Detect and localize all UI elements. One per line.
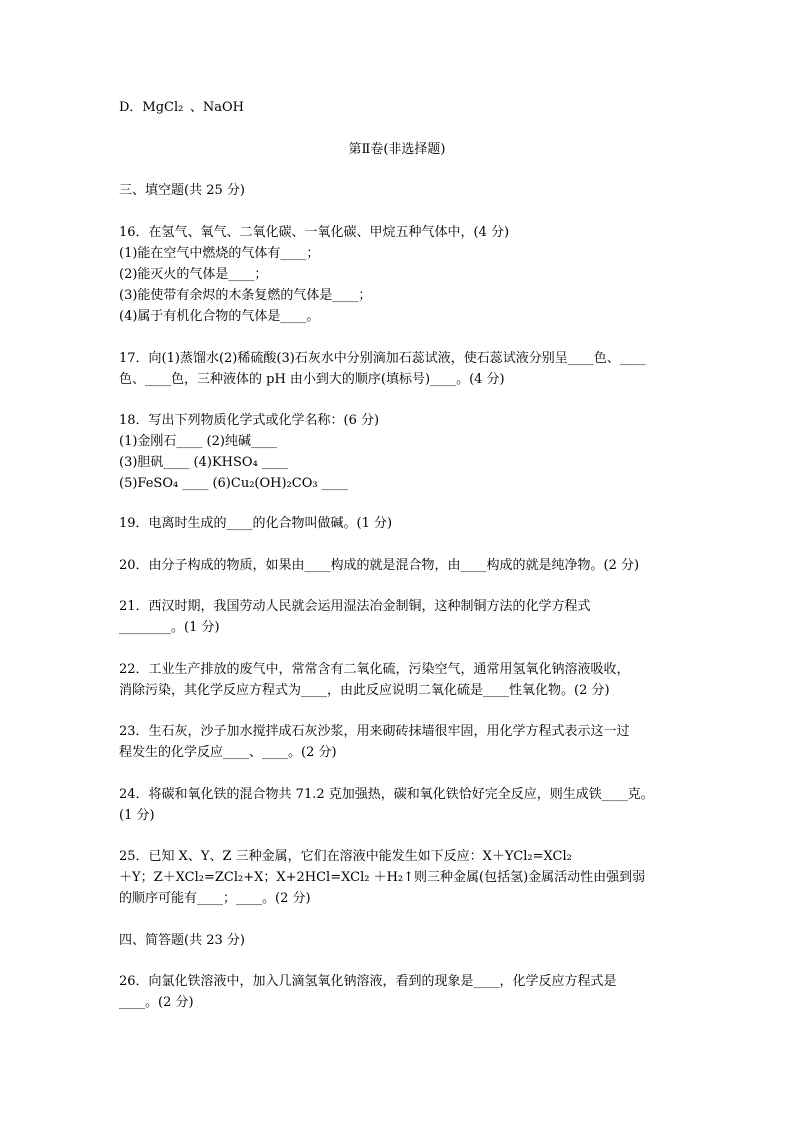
q24-line2: (1 分) xyxy=(119,808,155,823)
q18-stem: 18．写出下列物质化学式或化学名称：(6 分) xyxy=(119,413,380,428)
q26-line2: ____。(2 分) xyxy=(119,995,194,1010)
q21-line2: ________。(1 分) xyxy=(119,620,220,635)
prev-option-d: D．MgCl₂ 、NaOH xyxy=(119,100,244,115)
q18-row2: (3)胆矾____ (4)KHSO₄ ____ xyxy=(119,455,288,470)
q21-line1: 21．西汉时期，我国劳动人民就会运用湿法冶金制铜，这种制铜方法的化学方程式 xyxy=(119,599,591,614)
q20: 20．由分子构成的物质，如果由____构成的就是混合物，由____构成的就是纯净物。(2 分) xyxy=(119,558,640,573)
q18-row3: (5)FeSO₄ ____ (6)Cu₂(OH)₂CO₃ ____ xyxy=(119,476,348,491)
q16-stem: 16．在氢气、氧气、二氧化碳、一氧化碳、甲烷五种气体中，(4 分) xyxy=(119,225,510,240)
q22-line2: 消除污染，其化学反应方程式为____，由此反应说明二氧化硫是____性氧化物。(2 分) xyxy=(119,683,610,698)
q17-line1: 17．向(1)蒸馏水(2)稀硫酸(3)石灰水中分别滴加石蕊试液，使石蕊试液分别呈____色、____ xyxy=(119,351,646,366)
q23-line1: 23．生石灰，沙子加水搅拌成石灰沙浆，用来砌砖抹墙很牢固，用化学方程式表示这一过 xyxy=(119,724,630,739)
part-title: 第Ⅱ卷(非选择题) xyxy=(348,142,446,157)
q25-line2: ＋Y；Z＋XCl₂=ZCl₂+X；X+2HCl=XCl₂ ＋H₂↑则三种金属(包括氢)金属活动性由强到弱 xyxy=(119,870,646,885)
q18-row1: (1)金刚石____ (2)纯碱____ xyxy=(119,434,277,449)
q16-sub1: (1)能在空气中燃烧的气体有____； xyxy=(119,246,320,261)
q16-sub4: (4)属于有机化合物的气体是____。 xyxy=(119,309,320,324)
q25-line1: 25．已知 X、Y、Z 三种金属，它们在溶液中能发生如下反应：X＋YCl₂=XCl₂ xyxy=(119,849,572,864)
q24-line1: 24．将碳和氧化铁的混合物共 71.2 克加强热，碳和氧化铁恰好完全反应，则生成铁____克。 xyxy=(119,787,654,802)
q22-line1: 22．工业生产排放的废气中，常常含有二氧化硫，污染空气，通常用氢氧化钠溶液吸收， xyxy=(119,662,630,677)
q19: 19．电离时生成的____的化合物叫做碱。(1 分) xyxy=(119,516,393,531)
q16-sub2: (2)能灭火的气体是____； xyxy=(119,267,268,282)
q26-line1: 26．向氯化铁溶液中，加入几滴氢氧化钠溶液，看到的现象是____，化学反应方程式是 xyxy=(119,974,617,989)
q16-sub3: (3)能使带有余烬的木条复燃的气体是____； xyxy=(119,288,372,303)
section4-title: 四、简答题(共 23 分) xyxy=(119,933,245,948)
q25-line3: 的顺序可能有____；____。(2 分) xyxy=(119,891,311,906)
section3-title: 三、填空题(共 25 分) xyxy=(119,183,245,198)
q17-line2: 色、____色，三种液体的 pH 由小到大的顺序(填标号)____。(4 分) xyxy=(119,372,505,387)
q23-line2: 程发生的化学反应____、____。(2 分) xyxy=(119,745,337,760)
